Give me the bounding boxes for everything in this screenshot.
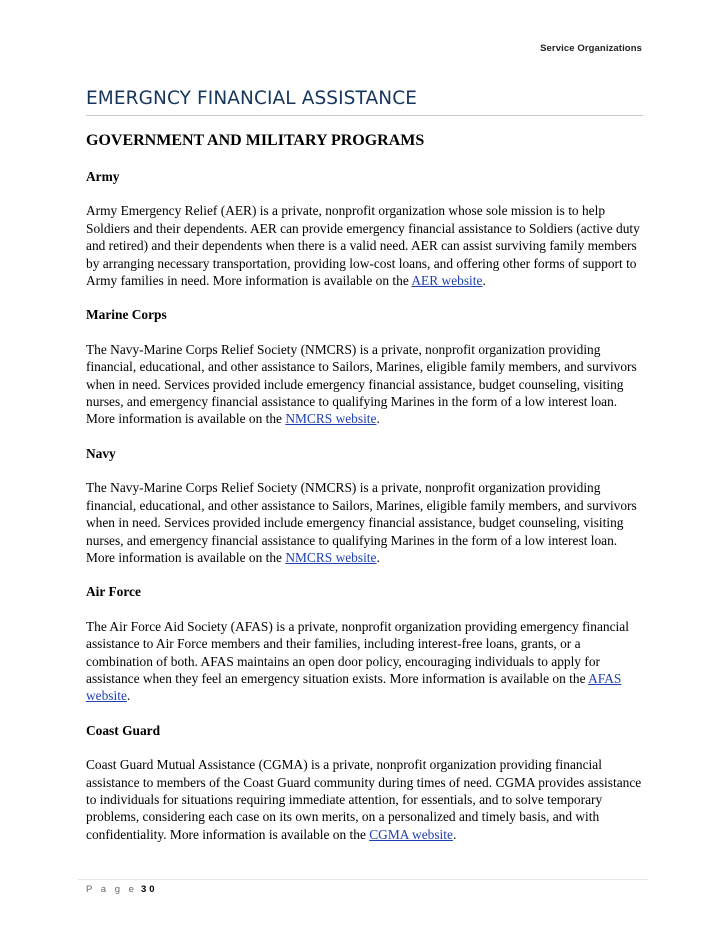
cgma-website-link[interactable]: CGMA website: [369, 826, 453, 842]
subsection-heading: Coast Guard: [86, 722, 161, 738]
paragraph-text: Army Emergency Relief (AER) is a private, nonprofit organization whose sole mission is to help Soldiers and their dependents. AER can provide emergency financial assistance to Soldiers (active duty and retired) and their dependents when there is a valid need. AER can assist surviving family members by arranging necessary transportation, providing low-cost loans, and offering other forms of support to Army families in need. More information is available on the: [86, 203, 640, 289]
section-marine-corps: [86, 306, 648, 427]
section-coast-guard: [86, 722, 648, 843]
title-divider: [86, 115, 643, 116]
document-body: [86, 131, 648, 860]
nmcrs-website-link[interactable]: NMCRS website: [285, 549, 377, 565]
paragraph: [86, 618, 648, 705]
paragraph-text: The Air Force Aid Society (AFAS) is a private, nonprofit organization providing emergency financial assistance to Air Force members and their families, including interest-free loans, grants, or a combination of both. AFAS maintains an open door policy, encouraging individuals to apply for assistance when they feel an emergency situation exists. More information is available on the: [86, 618, 629, 686]
section-air-force: [86, 583, 648, 704]
paragraph: [86, 202, 648, 289]
paragraph-text: The Navy-Marine Corps Relief Society (NMCRS) is a private, nonprofit organization providing financial, educational, and other assistance to Sailors, Marines, eligible family members, and survivors when in need. Services provided include emergency financial assistance, budget counseling, visiting nurses, and emergency financial assistance to qualifying Marines in the form of a low interest loan. More information is available on the: [86, 480, 637, 565]
running-header: Service Organizations: [540, 43, 642, 54]
section-heading: GOVERNMENT AND MILITARY PROGRAMS: [86, 132, 425, 149]
paragraph-tail: .: [376, 549, 380, 565]
subsection-heading: Army: [86, 169, 120, 184]
nmcrs-website-link[interactable]: NMCRS website: [285, 411, 377, 427]
aer-website-link[interactable]: AER website: [411, 273, 483, 289]
section-army: [86, 168, 648, 289]
section-navy: [86, 445, 648, 566]
paragraph-tail: .: [482, 273, 486, 289]
paragraph: [86, 341, 648, 428]
subsection-heading: Marine Corps: [86, 307, 167, 323]
subsection-heading: Air Force: [86, 584, 141, 600]
afas-website-link[interactable]: AFAS website: [86, 670, 622, 704]
paragraph-tail: .: [376, 411, 380, 427]
paragraph-text: Coast Guard Mutual Assistance (CGMA) is a private, nonprofit organization providing financial assistance to members of the Coast Guard community during times of need. CGMA provides assistance to individuals for situations requiring immediate attention, for essentials, and to solve temporary problems, considering each case on its own merits, on a personalized and timely basis, and with confidentiality. More information is available on the: [86, 757, 642, 842]
paragraph-text: The Navy-Marine Corps Relief Society (NMCRS) is a private, nonprofit organization providing financial, educational, and other assistance to Sailors, Marines, eligible family members, and survivors when in need. Services provided include emergency financial assistance, budget counseling, visiting nurses, and emergency financial assistance to qualifying Marines in the form of a low interest loan. More information is available on the: [86, 341, 637, 427]
paragraph: [86, 756, 648, 843]
paragraph: [86, 479, 648, 566]
subsection-heading: Navy: [86, 445, 116, 461]
paragraph-tail: .: [126, 688, 131, 704]
footer-divider: [78, 879, 648, 880]
page-footer: [86, 884, 158, 895]
page-number: 30: [140, 884, 158, 895]
paragraph-tail: .: [452, 826, 457, 842]
page-title: EMERGNCY FINANCIAL ASSISTANCE: [86, 88, 417, 109]
page-label: P a g e: [86, 884, 137, 895]
